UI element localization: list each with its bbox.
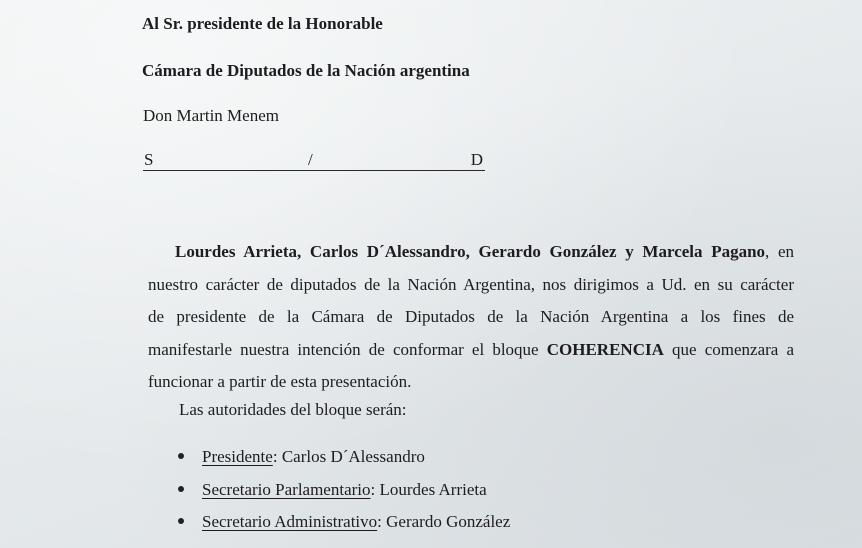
body-line-5: funcionar a partir de esta presentación. — [148, 372, 412, 391]
addressee-line-1: Al Sr. presidente de la Honorable — [142, 14, 383, 33]
addressee-name: Don Martin Menem — [143, 106, 279, 125]
authority-role: Presidente — [202, 447, 273, 466]
body-line-4-pre: manifestarle nuestra intención de conformar el bloque — [148, 339, 547, 359]
addressee-line-2: Cámara de Diputados de la Nación argentina — [142, 61, 470, 80]
authority-name: Gerardo González — [381, 512, 511, 531]
sd-s: S — [144, 150, 154, 169]
body-line-4 — [148, 334, 794, 367]
authority-item-secretario-parlamentario — [178, 480, 487, 500]
body-line-4-post: que comenzara a — [663, 339, 795, 359]
body-line-3: de presidente de la Cámara de Diputados de la Nación Argentina a los fines de — [148, 307, 794, 326]
signatories: Lourdes Arrieta, Carlos D´Alessandro, Gerardo González y Marcela Pagano — [175, 242, 766, 261]
authority-sep: : — [370, 480, 376, 499]
bullet-icon — [178, 453, 184, 459]
authority-role: Secretario Parlamentario — [202, 480, 371, 499]
authority-item-secretario-administrativo — [178, 512, 510, 532]
authorities-intro: Las autoridades del bloque serán: — [179, 400, 407, 419]
bullet-icon — [178, 518, 184, 524]
authority-sep: : — [377, 512, 382, 531]
body-line-2: nuestro carácter de diputados de la Nación Argentina, nos dirigimos a Ud. en su carácter — [148, 274, 794, 294]
bloque-name: COHERENCIA — [546, 339, 664, 359]
body-paragraph — [148, 236, 794, 399]
authority-sep: : — [272, 447, 278, 466]
sd-underline — [143, 150, 485, 171]
body-line-1 — [148, 236, 794, 269]
body-line-1-tail: , en — [765, 242, 795, 261]
sd-slash: / — [308, 150, 313, 169]
bullet-icon — [178, 486, 184, 492]
sd-d: D — [470, 150, 483, 169]
authority-name: Lourdes Arrieta — [375, 480, 487, 499]
authority-item-presidente — [178, 447, 425, 467]
authority-name: Carlos D´Alessandro — [277, 447, 425, 466]
authority-role: Secretario Administrativo — [202, 512, 378, 531]
